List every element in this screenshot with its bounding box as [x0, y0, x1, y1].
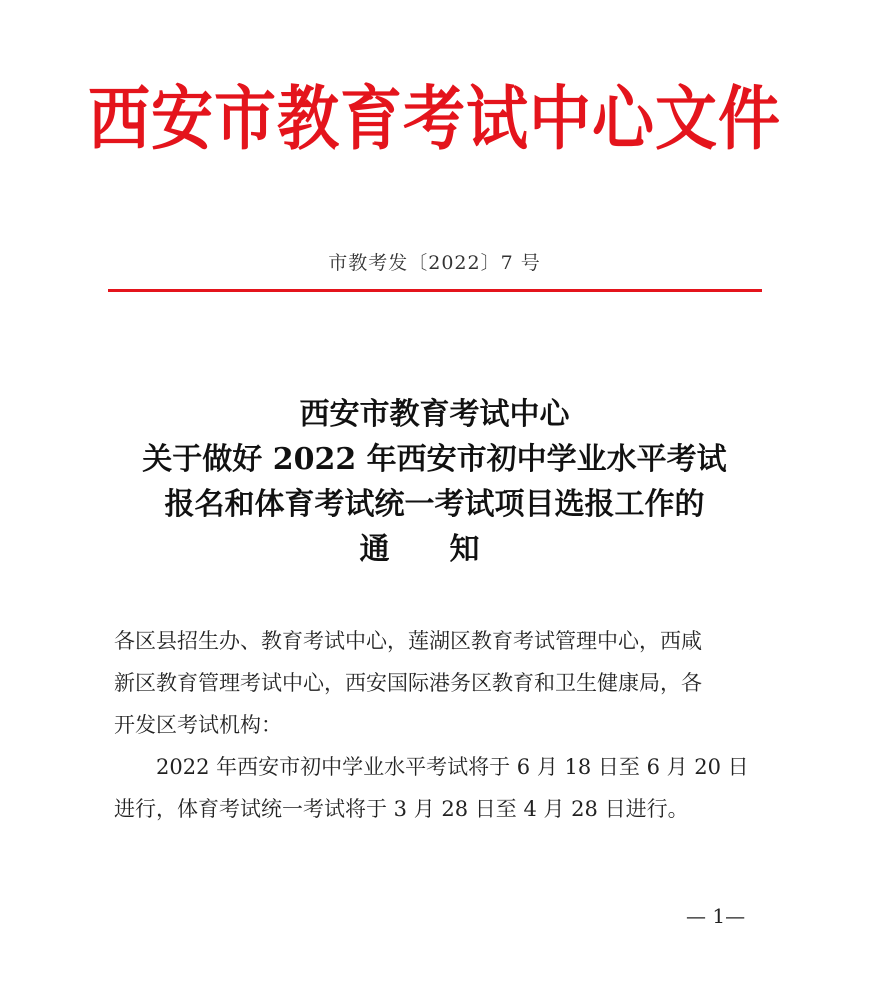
- recipients-line-3: 开发区考试机构：: [114, 713, 282, 737]
- paragraph-line-2: 进行，体育考试统一考试将于 3 月 28 日至 4 月 28 日进行。: [114, 797, 689, 821]
- recipients-line-1: 各区县招生办、教育考试中心，莲湖区教育考试管理中心，西咸: [114, 629, 702, 653]
- notice-body: [114, 620, 762, 830]
- paragraph-line-1: 2022 年西安市初中学业水平考试将于 6 月 18 日至 6 月 20 日: [156, 755, 749, 779]
- title-line-4: 通知: [359, 532, 540, 567]
- recipients-line-2: 新区教育管理考试中心，西安国际港务区教育和卫生健康局，各: [114, 671, 702, 695]
- notice-title: [0, 392, 869, 572]
- document-number: 市教考发〔2022〕7 号: [328, 252, 541, 274]
- title-line-3: 报名和体育考试统一考试项目选报工作的: [164, 487, 705, 522]
- title-line-2: 关于做好 2022 年西安市初中学业水平考试: [142, 442, 727, 477]
- red-separator-line: [108, 289, 762, 292]
- page-number: — 1—: [686, 904, 746, 928]
- title-line-1: 西安市教育考试中心: [299, 397, 570, 432]
- masthead-title: 西安市教育考试中心文件: [87, 77, 781, 160]
